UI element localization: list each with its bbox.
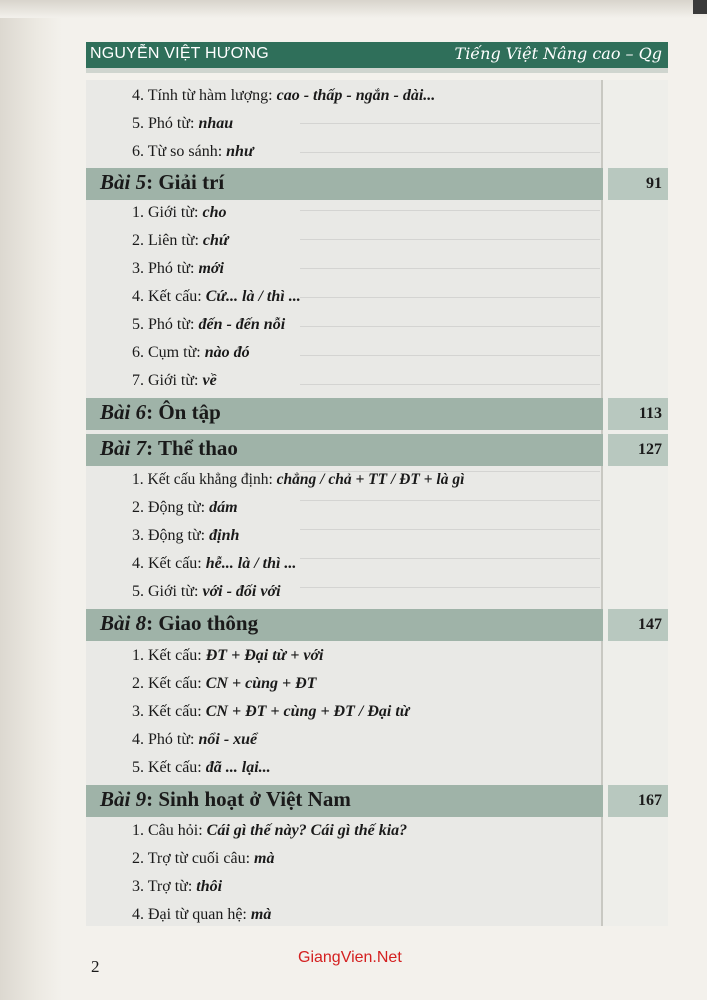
toc-item [132,499,238,517]
item-label: 2. Kết cấu: [132,675,206,692]
toc-item [132,703,409,721]
item-label: 3. Kết cấu: [132,703,206,720]
lesson-title [100,787,351,812]
item-label: 7. Giới từ: [132,372,203,389]
item-label: 2. Liên từ: [132,232,203,249]
lesson-prefix: Bài 8 [100,611,147,635]
toc-item [132,316,285,334]
item-keyword: về [202,372,217,389]
item-keyword: cao - thấp - ngắn - dài... [276,87,436,104]
toc-item [132,878,222,896]
watermark-link[interactable]: GiangVien.Net [298,949,402,966]
item-keyword: mà [250,906,272,923]
toc-item [132,204,226,222]
item-label: 4. Tính từ hàm lượng: [132,87,277,104]
lesson-name: : Giải trí [146,170,225,194]
lesson-title [100,436,238,461]
item-keyword: dám [209,499,238,516]
toc-item [132,822,407,840]
toc-item [132,675,316,693]
item-label: 3. Động từ: [132,527,210,544]
item-label: 1. Câu hỏi: [132,822,207,839]
toc-item [132,583,281,601]
toc-item [132,731,257,749]
item-keyword: ĐT + Đại từ + với [205,647,324,664]
item-label: 4. Kết cấu: [132,288,206,305]
item-keyword: như [226,143,254,160]
top-shadow [0,0,707,18]
item-label: 5. Giới từ: [132,583,203,600]
toc-item [132,527,239,545]
item-label: 4. Đại từ quan hệ: [132,906,251,923]
item-keyword: thôi [196,878,223,895]
lesson-page: 147 [638,616,662,633]
item-label: 6. Từ so sánh: [132,143,227,160]
page-corner [693,0,707,14]
lesson-prefix: Bài 7 [100,436,147,460]
item-keyword: với - đối với [202,583,281,600]
item-label: 4. Phó từ: [132,731,199,748]
item-label: 6. Cụm từ: [132,344,205,361]
lesson-prefix: Bài 5 [100,170,147,194]
lesson-name: : Thể thao [146,436,238,460]
item-keyword: CN + cùng + ĐT [205,675,317,692]
toc-item [132,759,271,777]
lesson-title [100,170,224,195]
lesson-heading-8 [86,609,668,641]
lesson-name: : Giao thông [146,611,259,635]
item-label: 5. Phó từ: [132,316,199,333]
item-label: 2. Động từ: [132,499,210,516]
item-keyword: hễ... là / thì ... [205,555,297,572]
item-label: 5. Kết cấu: [132,759,206,776]
toc-item [132,232,228,250]
lesson-heading-9 [86,785,668,817]
lesson-heading-7 [86,434,668,466]
running-header [86,42,668,68]
toc-item [132,115,233,133]
toc-item [132,143,254,161]
lesson-heading-5 [86,168,668,200]
item-keyword: nhau [198,115,234,132]
item-keyword: cho [202,204,227,221]
item-keyword: định [209,527,240,544]
toc-item [132,372,217,390]
item-label: 3. Trợ từ: [132,878,197,895]
lesson-prefix: Bài 9 [100,787,147,811]
header-book-title: Tiếng Việt Nâng cao – Qg [454,44,662,63]
item-keyword: chẳng / chả + TT / ĐT + là gì [276,471,465,488]
toc-item [132,288,301,306]
toc-item [132,906,271,924]
toc-item [132,471,464,489]
item-keyword: nổi - xuể [198,731,258,748]
item-keyword: Cái gì thế này? Cái gì thế kia? [206,822,408,839]
item-keyword: mà [254,850,275,867]
item-label: 1. Kết cấu: [132,647,206,664]
toc-item [132,260,224,278]
toc-item [132,344,250,362]
toc-item [132,647,323,665]
item-keyword: mới [198,260,224,277]
lesson-title [100,611,258,636]
header-rule [86,68,668,73]
item-keyword: CN + ĐT + cùng + ĐT / Đại từ [205,703,410,720]
item-label: 3. Phó từ: [132,260,199,277]
item-label: 1. Giới từ: [132,204,203,221]
lesson-prefix: Bài 6 [100,400,147,424]
item-keyword: đến - đến nỗi [198,316,286,333]
lesson-page: 91 [646,175,662,192]
item-label: 4. Kết cấu: [132,555,206,572]
item-keyword: đã ... lại... [205,759,271,776]
toc-item [132,850,274,868]
item-label: 5. Phó từ: [132,115,199,132]
item-label: 2. Trợ từ cuối câu: [132,850,255,867]
item-keyword: Cứ... là / thì ... [205,288,301,305]
lesson-page: 167 [638,792,662,809]
header-author: NGUYỄN VIỆT HƯƠNG [90,45,269,62]
toc-item [132,87,435,105]
page-number: 2 [91,957,100,976]
lesson-heading-6 [86,398,668,430]
toc-item [132,555,296,573]
item-keyword: chứ [202,232,229,249]
lesson-title [100,400,221,425]
item-keyword: nào đó [204,344,250,361]
lesson-page: 127 [638,441,662,458]
lesson-name: : Sinh hoạt ở Việt Nam [146,787,351,811]
binding-shadow [0,0,62,1000]
lesson-page: 113 [638,405,662,422]
lesson-name: : Ôn tập [146,400,221,424]
item-label: 1. Kết cấu khẳng định: [132,471,277,488]
